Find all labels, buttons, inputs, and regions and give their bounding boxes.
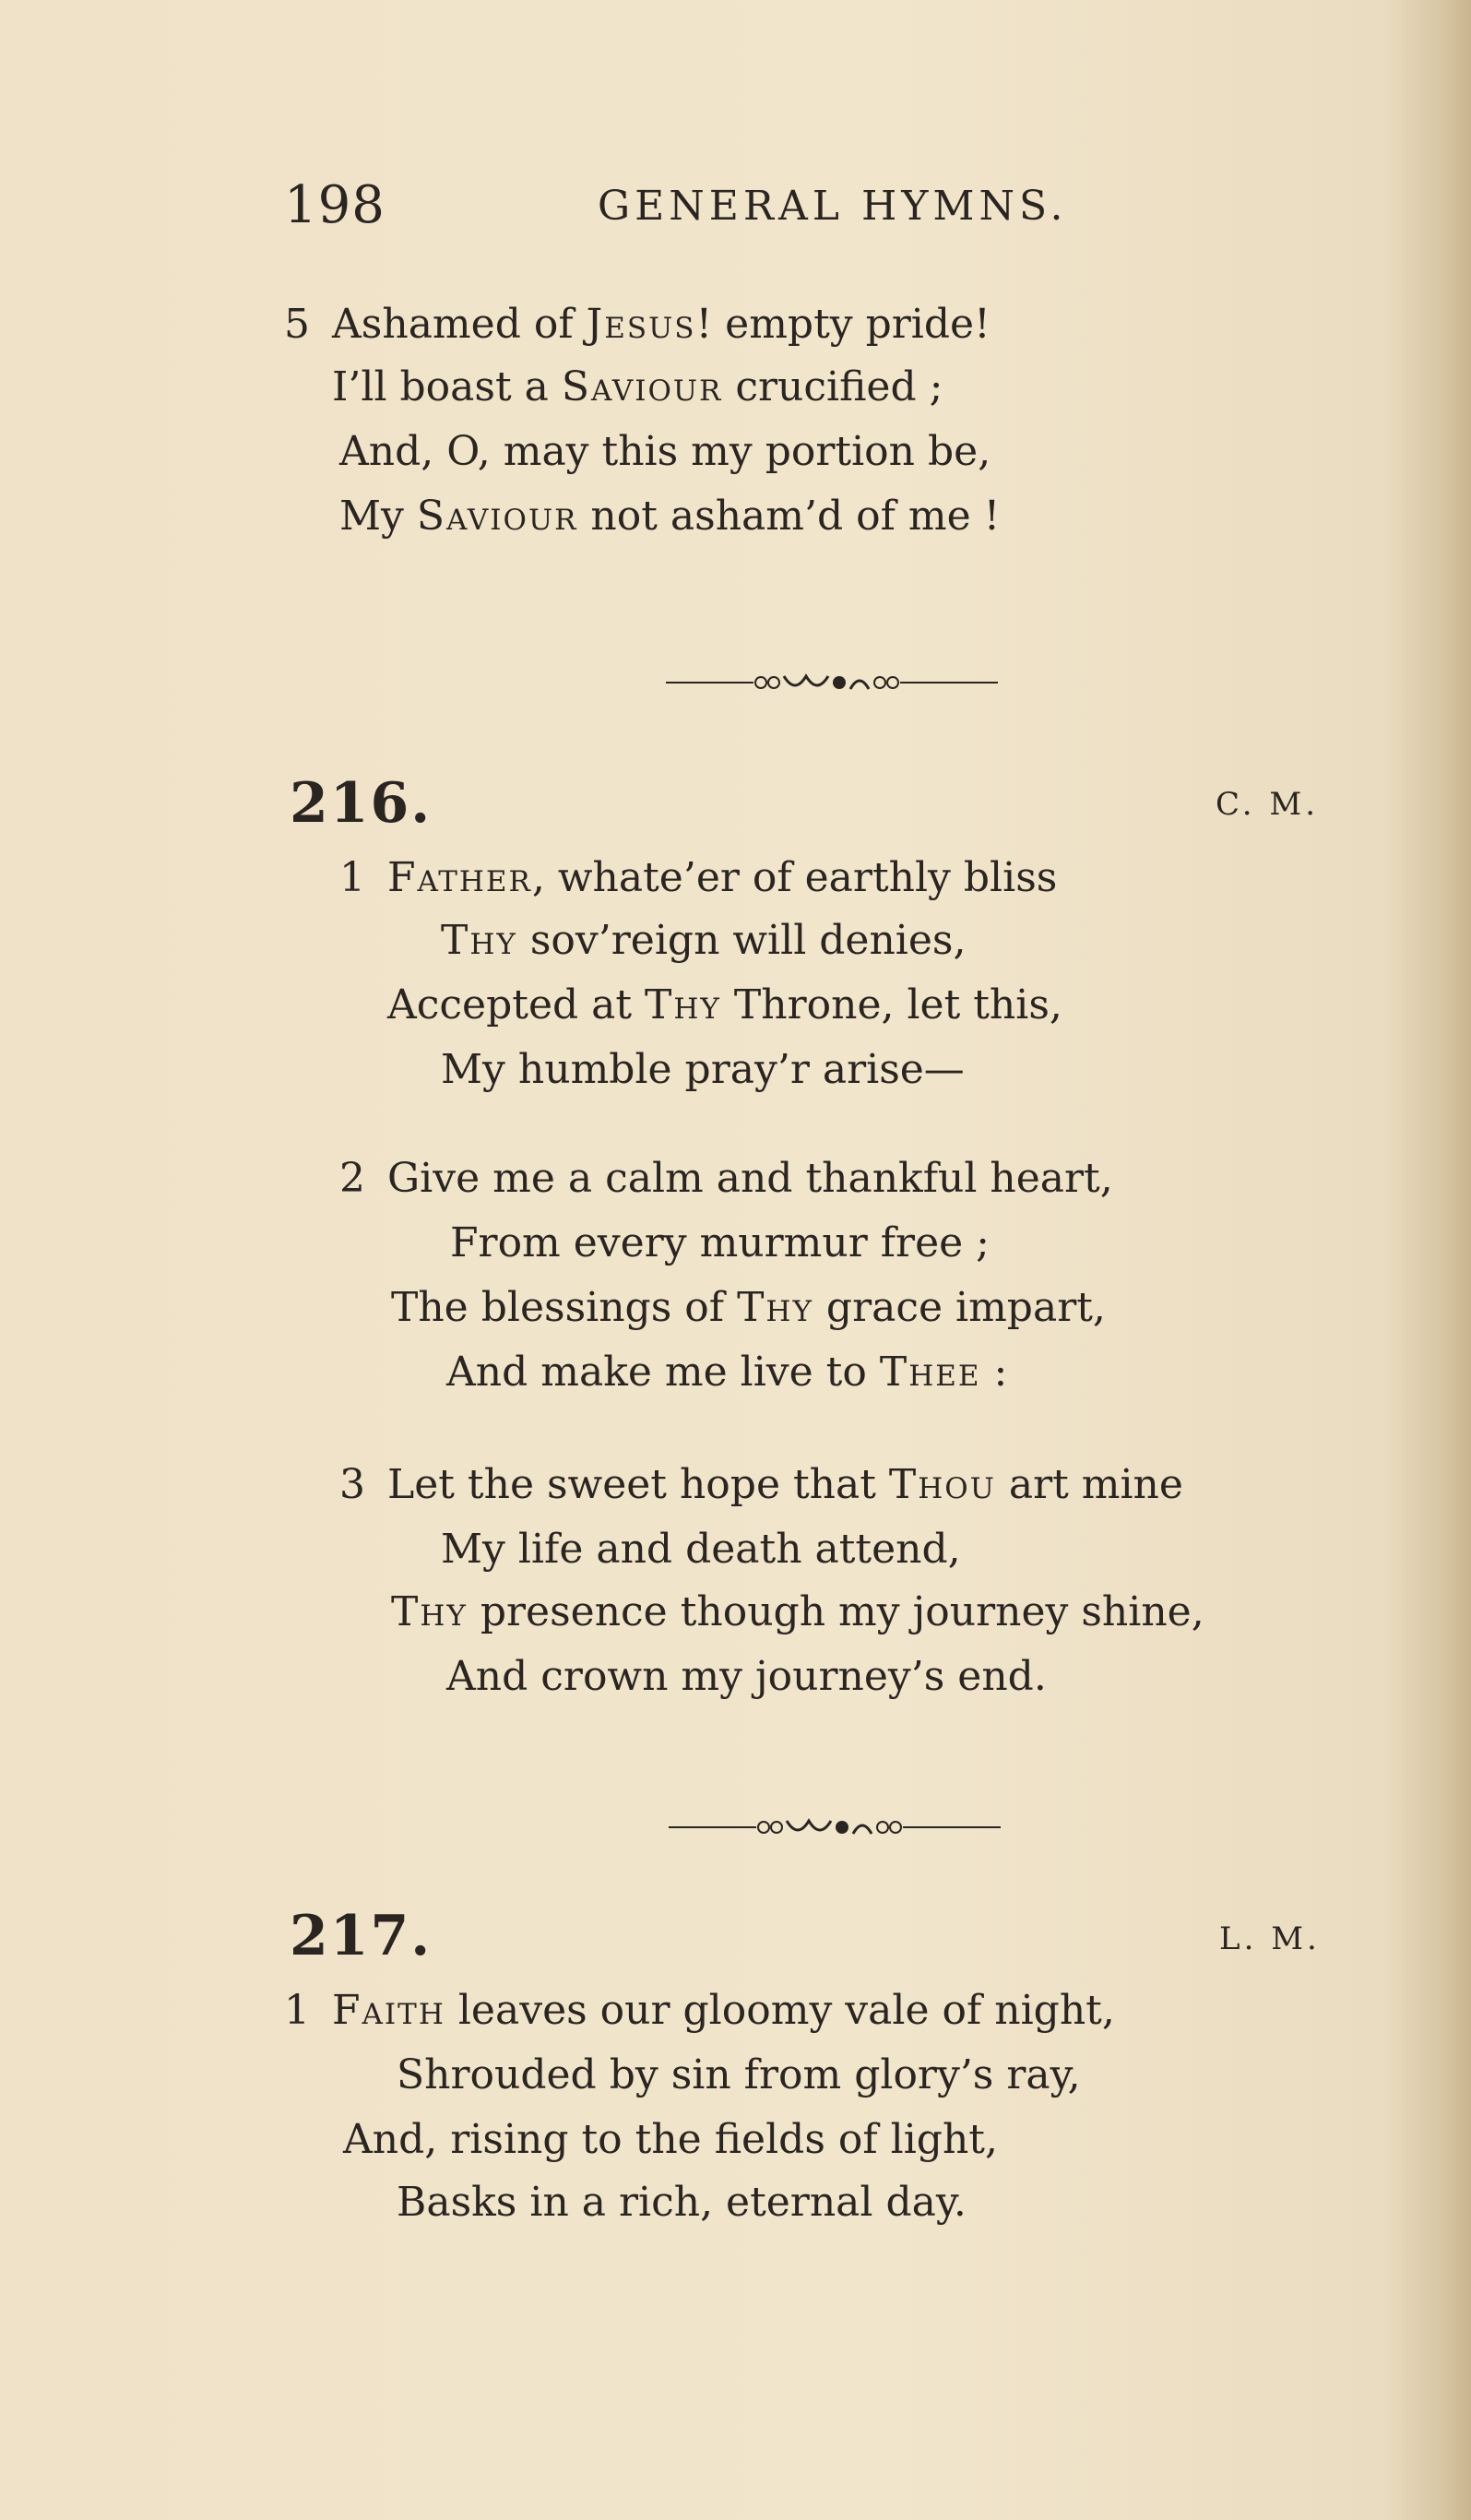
verse-line: 5 Ashamed of Jesus! empty pride!	[284, 301, 991, 348]
verse-line: My life and death attend,	[441, 1526, 961, 1573]
verse-number: 2	[339, 1155, 365, 1202]
verse-line: 1 Faith leaves our gloomy vale of night,	[284, 1987, 1115, 2034]
verse-line: 1 Father, whate’er of earthly bliss	[339, 854, 1058, 901]
verse-line: My humble pray’r arise—	[441, 1046, 965, 1093]
verse-line: Basks in a rich, eternal day.	[397, 2179, 967, 2226]
verse-number: 1	[284, 1987, 310, 2034]
hymn-number: 216.	[290, 771, 433, 836]
page-number: 198	[284, 175, 386, 235]
verse-line: The blessings of Thy grace impart,	[391, 1284, 1106, 1331]
verse-number: 3	[339, 1461, 365, 1508]
verse-line: And, rising to the fields of light,	[343, 2116, 998, 2163]
verse-line: From every murmur free ;	[450, 1219, 990, 1266]
verse-line: Thy sov’reign will denies,	[441, 917, 967, 964]
verse-line: And make me live to Thee :	[446, 1349, 1008, 1396]
hymn-number: 217.	[290, 1904, 433, 1968]
verse-line: My Saviour not asham’d of me !	[339, 493, 1001, 540]
running-title: GENERAL HYMNS.	[598, 183, 1068, 230]
verse-line: Accepted at Thy Throne, let this,	[387, 981, 1062, 1028]
verse-line: Shrouded by sin from glory’s ray,	[397, 2051, 1081, 2098]
verse-line: And, O, may this my portion be,	[339, 428, 991, 475]
hymn-meter: C. M.	[1216, 786, 1320, 823]
page-header	[0, 175, 1471, 240]
verse-line: 3 Let the sweet hope that Thou art mine	[339, 1461, 1183, 1508]
verse-line: 2 Give me a calm and thankful heart,	[339, 1155, 1113, 1202]
section-divider-ornament	[669, 1813, 1001, 1841]
hymn-meter: L. M.	[1219, 1920, 1321, 1957]
verse-number: 5	[284, 301, 310, 348]
verse-line: And crown my journey’s end.	[446, 1653, 1047, 1700]
verse-line: Thy presence though my journey shine,	[391, 1588, 1204, 1635]
section-divider-ornament	[666, 669, 998, 696]
verse-number: 1	[339, 854, 365, 901]
verse-line: I’ll boast a Saviour crucified ;	[332, 363, 943, 410]
